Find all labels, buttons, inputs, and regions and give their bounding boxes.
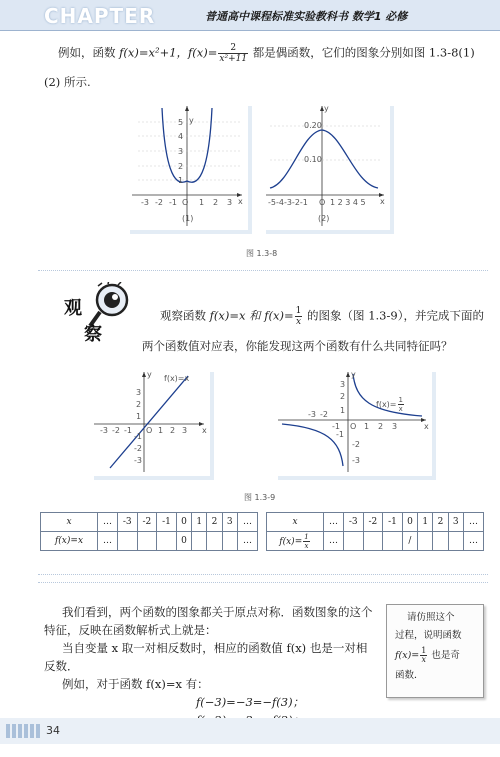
fx-eq-x-label: f(x)=x — [164, 374, 190, 383]
observe-line-2: 两个函数值对应表，你能发现这两个函数有什么共同特征吗？ — [142, 339, 453, 353]
observe-char-2: 察 — [84, 324, 102, 345]
footer-decoration — [6, 724, 40, 738]
subfig-label-2: (2) — [318, 214, 330, 223]
page-header — [0, 0, 500, 30]
intro-fraction: $\frac{2}{\text{x²+11}}$ — [219, 43, 248, 64]
observe-line-1: 观察函数 f(x)=x 和 f(x)= $\frac{1}{x}$ 的图象（图 1.3-9），并完成下面的 — [160, 306, 484, 327]
figure-1-3-8-1: y x 5 4 3 2 1 -3 -2 -1 O 1 2 3 (1) — [126, 102, 248, 230]
section-divider — [38, 582, 488, 583]
observe-callout — [62, 282, 146, 352]
observe-char-1: 观 — [64, 298, 82, 319]
intro-line-2: (2) 所示. — [44, 75, 91, 89]
side-note: 请仿照这个 过程，说明函数 f(x)= $\frac{1}{x}$ 也是奇 函数． — [386, 604, 484, 698]
figure-caption-1-3-9: 图 1.3-9 — [244, 493, 276, 502]
table-row: f(x)= $\frac{1}{x}$ … / … — [267, 532, 484, 551]
figure-1-3-8-2: y x 0.20 0.10 -5-4-3-2-1 O 1 2 3 4 5 (2) — [262, 102, 390, 230]
section-divider — [38, 574, 488, 575]
body-line-1: 我们看到，两个函数的图象都关于原点对称．函数图象的这个 — [62, 605, 373, 619]
subfig-label-1: (1) — [182, 214, 194, 223]
observe-fraction: $\frac{1}{x}$ — [295, 306, 302, 327]
chapter-word: CHAPTER — [44, 4, 156, 28]
book-title: 普通高中课程标准实验教科书 数学1 必修 — [205, 10, 408, 23]
header-rule — [0, 30, 500, 31]
table-row: x … -3 -2 -1 0 1 2 3 … — [267, 513, 484, 532]
fx-eq-reciprocal-label: f(x)= $\frac{1}{x}$ — [376, 396, 403, 413]
body-line-4: 反数． — [44, 659, 79, 673]
equation-1: f(−3)=−3=−f(3)； — [196, 695, 305, 709]
value-table-reciprocal — [266, 512, 484, 551]
page-number: 34 — [46, 724, 60, 737]
page-footer — [0, 718, 500, 744]
table-row: f(x)=x … 0 … — [41, 532, 258, 551]
table-row: x … -3 -2 -1 0 1 2 3 … — [41, 513, 258, 532]
body-line-3: 当自变量 x 取一对相反数时，相应的函数值 f(x) 也是一对相 — [62, 641, 368, 655]
intro-line-1: 例如，函数 f(x)=x²+1，f(x)= $\frac{2}{\text{x²+11}}$ 都是偶函数，它们的图象分别如图 1.3-8(1) — [58, 43, 475, 64]
value-table-identity — [40, 512, 258, 551]
figure-1-3-9-right: y x f(x)= $\frac{1}{x}$ 3 2 1 -1 -2 -3 -3 -2 -1 O 1 2 3 — [274, 368, 432, 476]
figure-1-3-9-left: y x f(x)=x 3 2 1 -1 -2 -3 -3 -2 -1 O 1 2 3 — [90, 368, 210, 476]
body-line-5: 例如，对于函数 f(x)=x 有： — [62, 677, 209, 691]
section-divider — [38, 270, 488, 271]
figure-caption-1-3-8: 图 1.3-8 — [246, 249, 278, 258]
body-line-2: 特征，反映在函数解析式上就是： — [44, 623, 217, 637]
